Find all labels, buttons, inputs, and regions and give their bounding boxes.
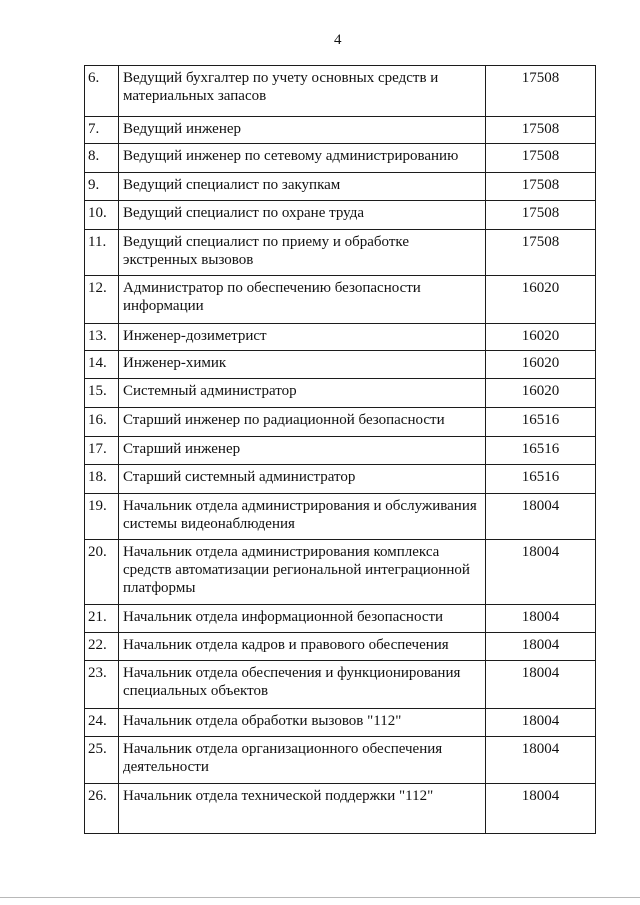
table-row: [85, 324, 596, 351]
row-number: 10.: [85, 201, 119, 230]
table-row: [85, 784, 596, 834]
row-number: 6.: [85, 66, 119, 117]
scan-edge-line: [0, 897, 640, 898]
position-title: Начальник отдела технической поддержки "112": [119, 784, 486, 834]
position-title: Начальник отдела обработки вызовов "112": [119, 709, 486, 737]
position-title: Начальник отдела администрирования комплекса средств автоматизации региональной интеграционной платформы: [119, 540, 486, 605]
row-number: 18.: [85, 465, 119, 494]
table-row: [85, 437, 596, 465]
position-title: Ведущий специалист по охране труда: [119, 201, 486, 230]
table-row: [85, 633, 596, 661]
row-number: 23.: [85, 661, 119, 709]
table-row: [85, 540, 596, 605]
page-number: 4: [334, 32, 342, 48]
salary-value: 17508: [486, 230, 596, 276]
row-number: 13.: [85, 324, 119, 351]
row-number: 16.: [85, 408, 119, 437]
table-row: [85, 605, 596, 633]
position-title: Начальник отдела информационной безопасности: [119, 605, 486, 633]
row-number: 15.: [85, 379, 119, 408]
table-row: [85, 117, 596, 144]
position-title: Инженер-дозиметрист: [119, 324, 486, 351]
position-title: Начальник отдела администрирования и обслуживания системы видеонаблюдения: [119, 494, 486, 540]
row-number: 12.: [85, 276, 119, 324]
position-title: Администратор по обеспечению безопасности информации: [119, 276, 486, 324]
table-row: [85, 494, 596, 540]
salary-value: 18004: [486, 494, 596, 540]
salary-value: 17508: [486, 173, 596, 201]
table-row: [85, 709, 596, 737]
salary-table: [84, 65, 596, 834]
salary-value: 18004: [486, 709, 596, 737]
position-title: Старший инженер по радиационной безопасности: [119, 408, 486, 437]
position-title: Инженер-химик: [119, 351, 486, 379]
salary-value: 16020: [486, 379, 596, 408]
table-row: [85, 201, 596, 230]
row-number: 21.: [85, 605, 119, 633]
table-row: [85, 465, 596, 494]
row-number: 9.: [85, 173, 119, 201]
salary-value: 18004: [486, 605, 596, 633]
table-row: [85, 737, 596, 784]
salary-value: 16020: [486, 276, 596, 324]
position-title: Начальник отдела обеспечения и функционирования специальных объектов: [119, 661, 486, 709]
salary-value: 17508: [486, 201, 596, 230]
table-row: [85, 408, 596, 437]
row-number: 8.: [85, 144, 119, 173]
table-row: [85, 276, 596, 324]
row-number: 22.: [85, 633, 119, 661]
salary-value: 18004: [486, 661, 596, 709]
table-row: [85, 661, 596, 709]
position-title: Начальник отдела организационного обеспечения деятельности: [119, 737, 486, 784]
salary-value: 18004: [486, 540, 596, 605]
row-number: 14.: [85, 351, 119, 379]
position-title: Старший инженер: [119, 437, 486, 465]
row-number: 26.: [85, 784, 119, 834]
salary-value: 18004: [486, 784, 596, 834]
salary-value: 17508: [486, 66, 596, 117]
salary-value: 18004: [486, 737, 596, 784]
row-number: 17.: [85, 437, 119, 465]
salary-value: 18004: [486, 633, 596, 661]
salary-table-body: [85, 66, 596, 834]
position-title: Ведущий специалист по закупкам: [119, 173, 486, 201]
position-title: Ведущий специалист по приему и обработке экстренных вызовов: [119, 230, 486, 276]
position-title: Начальник отдела кадров и правового обеспечения: [119, 633, 486, 661]
row-number: 24.: [85, 709, 119, 737]
table-row: [85, 173, 596, 201]
position-title: Системный администратор: [119, 379, 486, 408]
table-row: [85, 351, 596, 379]
salary-value: 17508: [486, 144, 596, 173]
row-number: 11.: [85, 230, 119, 276]
salary-value: 16516: [486, 437, 596, 465]
salary-value: 16516: [486, 408, 596, 437]
position-title: Ведущий бухгалтер по учету основных средств и материальных запасов: [119, 66, 486, 117]
row-number: 20.: [85, 540, 119, 605]
row-number: 25.: [85, 737, 119, 784]
salary-value: 16516: [486, 465, 596, 494]
salary-value: 16020: [486, 351, 596, 379]
position-title: Старший системный администратор: [119, 465, 486, 494]
salary-value: 16020: [486, 324, 596, 351]
table-row: [85, 230, 596, 276]
position-title: Ведущий инженер: [119, 117, 486, 144]
salary-value: 17508: [486, 117, 596, 144]
table-row: [85, 66, 596, 117]
table-row: [85, 379, 596, 408]
row-number: 7.: [85, 117, 119, 144]
position-title: Ведущий инженер по сетевому администрированию: [119, 144, 486, 173]
table-row: [85, 144, 596, 173]
row-number: 19.: [85, 494, 119, 540]
